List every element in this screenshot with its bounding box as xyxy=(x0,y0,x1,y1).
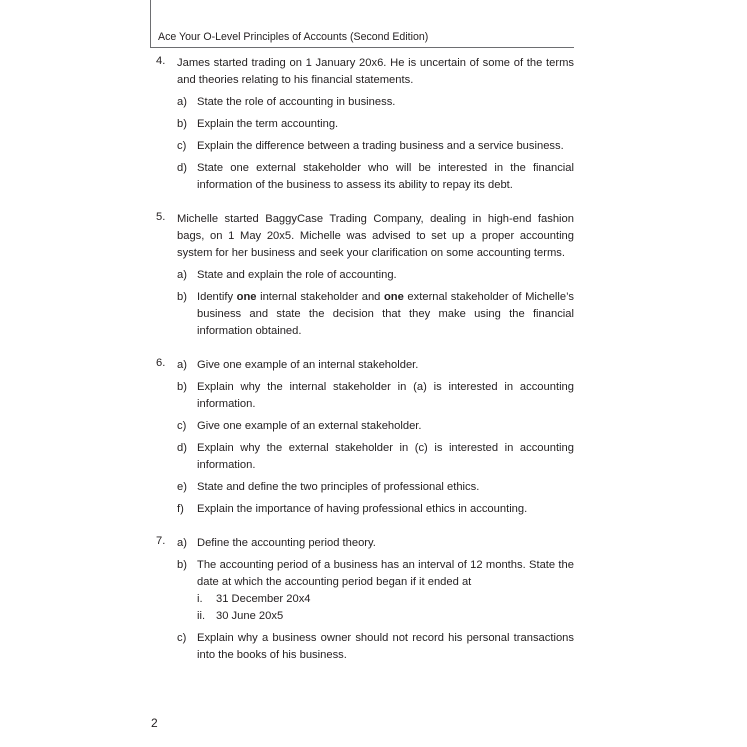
part-text: Explain the importance of having professional ethics in accounting. xyxy=(197,503,528,515)
question-stem: James started trading on 1 January 20x6. He is uncertain of some of the terms and theories relating to his financial statements. xyxy=(177,57,574,86)
part-text: The accounting period of a business has an interval of 12 months. State the date at which the accounting period began if it ended at xyxy=(197,559,574,588)
part-label: a) xyxy=(177,96,187,108)
question-part xyxy=(177,267,574,284)
question-part xyxy=(177,379,574,413)
question-part xyxy=(177,160,574,194)
question-part xyxy=(177,138,574,155)
question-part xyxy=(177,94,574,111)
part-text: Explain why a business owner should not record his personal transactions into the books of his business. xyxy=(197,632,574,661)
subpart-text: 30 June 20x5 xyxy=(216,610,284,622)
part-text: Give one example of an internal stakeholder. xyxy=(197,359,419,371)
part-label: a) xyxy=(177,359,187,371)
subpart-text: 31 December 20x4 xyxy=(216,593,311,605)
part-label: b) xyxy=(177,381,187,393)
part-label: d) xyxy=(177,162,187,174)
part-text-segment: internal stakeholder and xyxy=(256,291,384,303)
header-vertical-rule xyxy=(150,0,151,47)
part-label: f) xyxy=(177,503,184,515)
question-7 xyxy=(156,535,574,664)
emphasis: one xyxy=(236,291,257,303)
part-text: State and define the two principles of professional ethics. xyxy=(197,481,480,493)
question-number: 7. xyxy=(156,535,166,547)
part-label: e) xyxy=(177,481,187,493)
part-label: c) xyxy=(177,140,187,152)
question-number: 5. xyxy=(156,211,166,223)
part-label: b) xyxy=(177,291,187,303)
running-head: Ace Your O-Level Principles of Accounts (Second Edition) xyxy=(158,31,429,43)
part-label: a) xyxy=(177,537,187,549)
question-part xyxy=(177,535,574,552)
emphasis: one xyxy=(383,291,404,303)
question-5 xyxy=(156,211,574,340)
question-part xyxy=(177,289,574,340)
part-text: State the role of accounting in business. xyxy=(197,96,396,108)
part-label: c) xyxy=(177,632,187,644)
page-number: 2 xyxy=(151,716,158,730)
question-number: 4. xyxy=(156,55,166,67)
question-number: 6. xyxy=(156,357,166,369)
question-part xyxy=(177,630,574,664)
part-label: b) xyxy=(177,559,187,571)
question-6 xyxy=(156,357,574,518)
question-part xyxy=(177,440,574,474)
part-text: State one external stakeholder who will be interested in the financial information of the business to assess its ability to repay its debt. xyxy=(197,162,574,191)
question-subpart xyxy=(197,591,574,608)
part-label: c) xyxy=(177,420,187,432)
subpart-label: i. xyxy=(197,593,203,605)
part-text: Explain why the external stakeholder in (c) is interested in accounting information. xyxy=(197,442,574,471)
part-text: State and explain the role of accounting. xyxy=(197,269,397,281)
question-part xyxy=(177,116,574,133)
question-stem: Michelle started BaggyCase Trading Company, dealing in high-end fashion bags, on 1 May 20x5. Michelle was advised to set up a proper accounting system for her business and seek your clarification on some accounting terms. xyxy=(177,213,574,259)
part-text: Explain why the internal stakeholder in (a) is interested in accounting information. xyxy=(197,381,574,410)
question-part xyxy=(177,418,574,435)
part-text: Give one example of an external stakeholder. xyxy=(197,420,422,432)
part-label: a) xyxy=(177,269,187,281)
part-label: b) xyxy=(177,118,187,130)
question-part xyxy=(177,501,574,518)
part-text: Define the accounting period theory. xyxy=(197,537,376,549)
part-text xyxy=(197,289,574,340)
header-horizontal-rule xyxy=(150,47,574,48)
part-text: Explain the term accounting. xyxy=(197,118,339,130)
part-label: d) xyxy=(177,442,187,454)
question-part xyxy=(177,479,574,496)
question-subpart xyxy=(197,608,574,625)
part-text-segment: external stakeholder of Michelle’s business and state the decision that they make using the financial information obtained. xyxy=(197,291,574,337)
question-part xyxy=(177,557,574,591)
question-part xyxy=(177,357,574,374)
part-text-segment: Identify xyxy=(197,291,237,303)
subpart-label: ii. xyxy=(197,610,206,622)
question-4 xyxy=(156,55,574,194)
part-text: Explain the difference between a trading business and a service business. xyxy=(197,140,564,152)
